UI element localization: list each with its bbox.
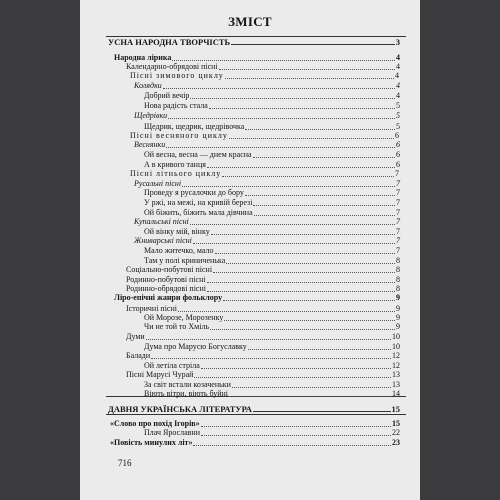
toc-entry-title: Щедрівки — [134, 111, 168, 120]
dot-leader — [210, 329, 395, 330]
toc-entry-page: 4 — [396, 62, 400, 71]
toc-entry-page: 5 — [396, 101, 400, 110]
toc-entry-title: Нова радість стала — [144, 101, 208, 110]
toc-entry-page: 10 — [392, 332, 400, 341]
dot-leader — [229, 396, 391, 397]
toc-entry-page: 7 — [396, 217, 400, 226]
toc-entry — [110, 438, 400, 448]
toc-entry-page: 15 — [392, 419, 400, 428]
toc-entry-title: «Слово про похід Ігорів» — [110, 419, 200, 428]
toc-entry-page: 7 — [396, 227, 400, 236]
toc-entry-title: Дума про Марусю Богуславку — [144, 342, 247, 351]
dot-leader — [248, 349, 391, 350]
dot-leader — [146, 339, 391, 340]
toc-entry-page: 12 — [392, 361, 400, 370]
toc-entry-title: Мало житечко, мало — [144, 246, 214, 255]
dot-leader — [222, 176, 394, 177]
toc-entry-title: Ой біжить, біжить мала дівчина — [144, 208, 253, 217]
toc-entry-title: За світ встали козаченьки — [144, 380, 231, 389]
toc-entry — [144, 188, 400, 198]
toc-entry-page: 8 — [396, 284, 400, 293]
dot-leader — [213, 272, 395, 273]
toc-entry-page: 7 — [396, 198, 400, 207]
page-number: 716 — [118, 458, 132, 468]
toc-entry — [144, 246, 400, 256]
toc-entry-title: Соціально-побутові пісні — [126, 265, 213, 274]
toc-entry-page: 4 — [396, 81, 400, 90]
toc-entry-title: Плач Ярославни — [144, 428, 200, 437]
dot-leader — [245, 195, 395, 196]
toc-entry-title: Пісні літнього циклу — [130, 169, 222, 178]
dot-leader — [224, 320, 395, 321]
toc-entry — [130, 71, 400, 81]
toc-entry-page: 3 — [395, 37, 400, 47]
toc-entry-page: 7 — [395, 169, 400, 178]
toc-entry-title: Чи не той то Хміль — [144, 322, 210, 331]
toc-entry-page: 7 — [396, 208, 400, 217]
toc-entry-title: «Повість минулих літ» — [110, 438, 193, 447]
toc-entry-page: 22 — [392, 428, 400, 437]
toc-entry-page: 5 — [396, 122, 400, 131]
toc-entry-title: Народна лірика — [114, 53, 172, 62]
toc-entry-page: 23 — [392, 438, 400, 447]
toc-entry — [134, 81, 400, 91]
dot-leader — [219, 69, 395, 70]
dot-leader — [207, 291, 395, 292]
toc-entry-title: УСНА НАРОДНА ТВОРЧІСТЬ — [108, 37, 231, 47]
toc-entry-page: 7 — [396, 246, 400, 255]
toc-entry-page: 14 — [392, 389, 400, 398]
toc-entry — [134, 217, 400, 227]
toc-entry-title: Думи — [126, 332, 145, 341]
toc-entry-page: 4 — [396, 91, 400, 100]
dot-leader — [182, 186, 395, 187]
dot-leader — [253, 205, 395, 206]
toc-entry-title: Ой весна, весна — днем красна — [144, 150, 252, 159]
toc-entry-title: Колядки — [134, 81, 162, 90]
dot-leader — [201, 368, 391, 369]
toc-entry-page: 12 — [392, 351, 400, 360]
toc-entry-page: 9 — [396, 322, 400, 331]
toc-entry-title: Балади — [126, 351, 151, 360]
dot-leader — [168, 118, 395, 119]
toc-entry-page: 6 — [396, 160, 400, 169]
dot-leader — [223, 300, 395, 301]
toc-entry-page: 10 — [392, 342, 400, 351]
toc-entry-page: 8 — [396, 265, 400, 274]
toc-entry-title: Календарно-обрядові пісні — [126, 62, 218, 71]
toc-entry — [126, 265, 400, 275]
toc-entry-page: 13 — [392, 370, 400, 379]
dot-leader — [178, 311, 395, 312]
toc-entry — [126, 351, 400, 361]
toc-entry — [126, 370, 400, 380]
toc-entry-page: 8 — [396, 256, 400, 265]
toc-entry — [144, 389, 400, 399]
dot-leader — [190, 224, 395, 225]
toc-entry-title: Проведу я русалочки до бору — [144, 188, 244, 197]
toc-entry — [144, 198, 400, 208]
toc-entry-title: Жниварські пісні — [134, 236, 192, 245]
toc-entry-title: А в кривого танця — [144, 160, 206, 169]
dot-leader — [245, 129, 395, 130]
toc-entry-title: Ліро-епічні жанри фольклору — [114, 293, 223, 302]
toc-entry-title: Русальні пісні — [134, 179, 182, 188]
dot-leader — [253, 411, 391, 412]
dot-leader — [207, 167, 395, 168]
toc-entry-title: У ржі, на межі, на кривій березі — [144, 198, 253, 207]
toc-entry — [130, 169, 400, 179]
toc-entry-title: Родинно-обрядові пісні — [126, 284, 206, 293]
toc-entry-title: Купальські пісні — [134, 217, 189, 226]
toc-entry-page: 7 — [396, 179, 400, 188]
toc-entry — [108, 37, 400, 47]
toc-entry-title: Ой вінку мій, вінку — [144, 227, 210, 236]
toc-entry-page: 9 — [396, 304, 400, 313]
dot-leader — [226, 263, 395, 264]
dot-leader — [229, 138, 394, 139]
toc-entry-page: 6 — [396, 140, 400, 149]
toc-entry-title: Пісні весняного циклу — [130, 131, 228, 140]
toc-entry — [134, 111, 400, 121]
toc-entry-page: 9 — [396, 313, 400, 322]
toc-entry-title: Добрий вечір — [144, 91, 190, 100]
dot-leader — [232, 387, 391, 388]
dot-leader — [254, 215, 395, 216]
toc-entry-title: Ой летіла стріла — [144, 361, 200, 370]
dot-leader — [215, 253, 395, 254]
toc-entry — [144, 101, 400, 111]
dot-leader — [211, 234, 395, 235]
dot-leader — [163, 88, 395, 89]
toc-entry-page: 9 — [396, 293, 400, 302]
dot-leader — [166, 147, 395, 148]
toc-entry-title: Ой Морозе, Морозенку — [144, 313, 224, 322]
toc-entry-page: 7 — [396, 236, 400, 245]
dot-leader — [225, 78, 394, 79]
dot-leader — [151, 358, 391, 359]
toc-entry-page: 5 — [396, 111, 400, 120]
toc-entry — [126, 332, 400, 342]
toc-entry-title: Історичні пісні — [126, 304, 177, 313]
toc-entry-page: 13 — [392, 380, 400, 389]
toc-entry-title: Пісні зимового циклу — [130, 71, 224, 80]
dot-leader — [172, 60, 395, 61]
toc-entry-title: Пісні Марусі Чурай — [126, 370, 194, 379]
dot-leader — [207, 282, 395, 283]
toc-entry — [134, 236, 400, 246]
toc-entry-page: 6 — [396, 150, 400, 159]
toc-entry-page: 6 — [395, 131, 400, 140]
dot-leader — [190, 98, 395, 99]
toc-entry — [144, 322, 400, 332]
dot-leader — [253, 157, 395, 158]
page-title: ЗМІСТ — [228, 14, 272, 29]
toc-entry-page: 15 — [391, 404, 400, 414]
dot-leader — [193, 445, 391, 446]
toc-entry — [108, 404, 400, 414]
toc-entry-page: 7 — [396, 188, 400, 197]
book-page — [80, 0, 420, 500]
dot-leader — [201, 435, 391, 436]
toc-entry-page: 8 — [396, 275, 400, 284]
toc-entry-title: Щедрик, щедрик, щедрівочка — [144, 122, 245, 131]
toc-entry-title: Родинно-побутові пісні — [126, 275, 206, 284]
toc-entry-page: 4 — [396, 53, 400, 62]
dot-leader — [209, 108, 395, 109]
toc-entry-title: Там у полі криниченька — [144, 256, 226, 265]
toc-entry — [144, 428, 400, 438]
dot-leader — [231, 44, 395, 45]
dot-leader — [201, 426, 391, 427]
divider-line — [106, 414, 406, 415]
dot-leader — [194, 377, 391, 378]
toc-entry-title: Віють вітри, віють буйні — [144, 389, 229, 398]
toc-entry-title: ДАВНЯ УКРАЇНСЬКА ЛІТЕРАТУРА — [108, 404, 252, 414]
dot-leader — [193, 243, 395, 244]
toc-entry — [114, 293, 400, 303]
toc-entry-page: 4 — [395, 71, 400, 80]
toc-entry-title: Веснянки — [134, 140, 166, 149]
toc-entry — [144, 150, 400, 160]
toc-entry — [144, 91, 400, 101]
toc-entry — [134, 140, 400, 150]
